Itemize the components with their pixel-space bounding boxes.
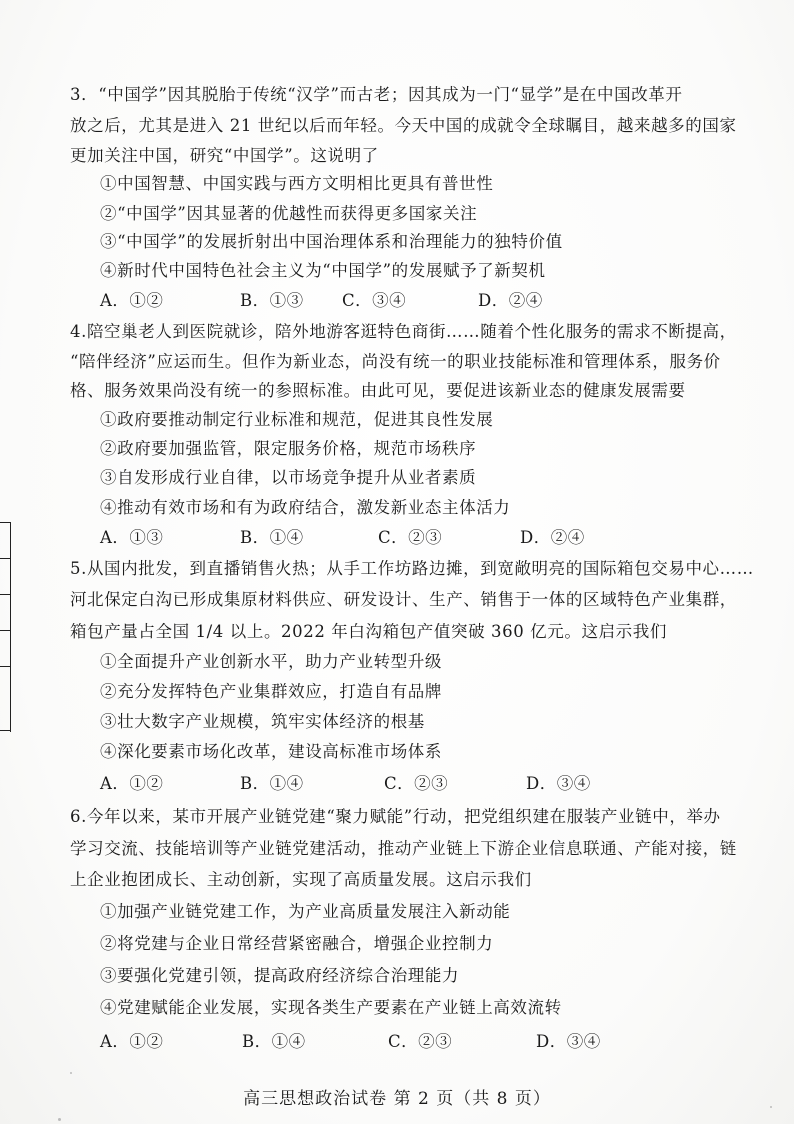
margin-table-fragment xyxy=(0,522,11,732)
statement-3: ③“中国学”的发展折射出中国治理体系和治理能力的独特价值 xyxy=(100,232,563,251)
question-stem-line: 5.从国内批发，到直播销售火热；从手工作坊路边摊，到宽敞明亮的国际箱包交易中心…… xyxy=(70,559,754,578)
statement-3: ③要强化党建引领，提高政府经济综合治理能力 xyxy=(100,966,460,985)
statement-4: ④深化要素市场化改革，建设高标准市场体系 xyxy=(100,742,442,761)
scan-speck xyxy=(58,1118,61,1121)
statement-2: ②充分发挥特色产业集群效应，打造自有品牌 xyxy=(100,682,442,701)
statement-3: ③自发形成行业自律，以市场竞争提升从业者素质 xyxy=(100,468,477,487)
margin-table-rule xyxy=(0,558,10,559)
statement-2: ②政府要加强监管，限定服务价格，规范市场秩序 xyxy=(100,439,477,458)
question-stem-line: 上企业抱团成长、主动创新，实现了高质量发展。这启示我们 xyxy=(70,870,532,889)
scan-speck xyxy=(70,1072,72,1074)
statement-4: ④推动有效市场和有为政府结合，激发新业态主体活力 xyxy=(100,498,511,517)
choice-d: D．②④ xyxy=(478,291,543,310)
question-stem-line: 学习交流、技能培训等产业链党建活动，推动产业链上下游企业信息联通、产能对接，链 xyxy=(70,839,737,858)
margin-table-rule xyxy=(0,594,10,595)
page-footer: 高三思想政治试卷 第 2 页（共 8 页） xyxy=(243,1089,551,1109)
question-stem-line: 6.今年以来，某市开展产业链党建“聚力赋能”行动，把党组织建在服装产业链中，举办 xyxy=(70,807,721,826)
question-stem-line: 4.陪空巢老人到医院就诊，陪外地游客逛特色商街……随着个性化服务的需求不断提高， xyxy=(70,322,737,341)
choice-a: A．①③ xyxy=(100,528,164,547)
choice-a: A．①② xyxy=(100,774,164,793)
question-stem-line: 3．“中国学”因其脱胎于传统“汉学”而古老；因其成为一门“显学”是在中国改革开 xyxy=(70,85,683,104)
question-stem-line: “陪伴经济”应运而生。但作为新业态，尚没有统一的职业技能标准和管理体系，服务价 xyxy=(70,352,721,371)
statement-2: ②将党建与企业日常经营紧密融合，增强企业控制力 xyxy=(100,934,494,953)
margin-table-rule xyxy=(0,666,10,667)
statement-4: ④党建赋能企业发展，实现各类生产要素在产业链上高效流转 xyxy=(100,998,562,1017)
choice-c: C．②③ xyxy=(388,1032,453,1051)
choice-a: A．①② xyxy=(100,291,164,310)
margin-table-rule xyxy=(0,522,10,523)
statement-4: ④新时代中国特色社会主义为“中国学”的发展赋予了新契机 xyxy=(100,261,546,280)
statement-2: ②“中国学”因其显著的优越性而获得更多国家关注 xyxy=(100,204,478,223)
choice-c: C．②③ xyxy=(384,774,449,793)
statement-1: ①加强产业链党建工作，为产业高质量发展注入新动能 xyxy=(100,902,511,921)
margin-table-rule xyxy=(0,630,10,631)
question-stem-line: 河北保定白沟已形成集原材料供应、研发设计、生产、销售于一体的区域特色产业集群， xyxy=(70,590,737,609)
question-stem-line: 放之后，尤其是进入 21 世纪以后而年轻。今天中国的成就令全球瞩目，越来越多的国家 xyxy=(70,116,737,135)
question-stem-line: 更加关注中国，研究“中国学”。这说明了 xyxy=(70,146,379,165)
choice-b: B．①④ xyxy=(240,774,304,793)
choice-d: D．③④ xyxy=(526,774,591,793)
choice-b: B．①④ xyxy=(240,528,304,547)
choice-a: A．①② xyxy=(100,1032,164,1051)
choice-d: D．③④ xyxy=(536,1032,601,1051)
margin-table-rule xyxy=(0,730,10,731)
choice-c: C．③④ xyxy=(342,291,407,310)
scan-speck xyxy=(770,1106,772,1108)
statement-3: ③壮大数字产业规模，筑牢实体经济的根基 xyxy=(100,712,425,731)
choice-b: B．①③ xyxy=(240,291,304,310)
question-stem-line: 格、服务效果尚没有统一的参照标准。由此可见，要促进该新业态的健康发展需要 xyxy=(70,381,686,400)
choice-b: B．①④ xyxy=(242,1032,306,1051)
statement-1: ①政府要推动制定行业标准和规范，促进其良性发展 xyxy=(100,410,494,429)
question-stem-line: 箱包产量占全国 1/4 以上。2022 年白沟箱包产值突破 360 亿元。这启示我们 xyxy=(70,622,667,641)
choice-c: C．②③ xyxy=(378,528,443,547)
statement-1: ①中国智慧、中国实践与西方文明相比更具有普世性 xyxy=(100,174,494,193)
statement-1: ①全面提升产业创新水平，助力产业转型升级 xyxy=(100,652,442,671)
choice-d: D．②④ xyxy=(520,528,585,547)
